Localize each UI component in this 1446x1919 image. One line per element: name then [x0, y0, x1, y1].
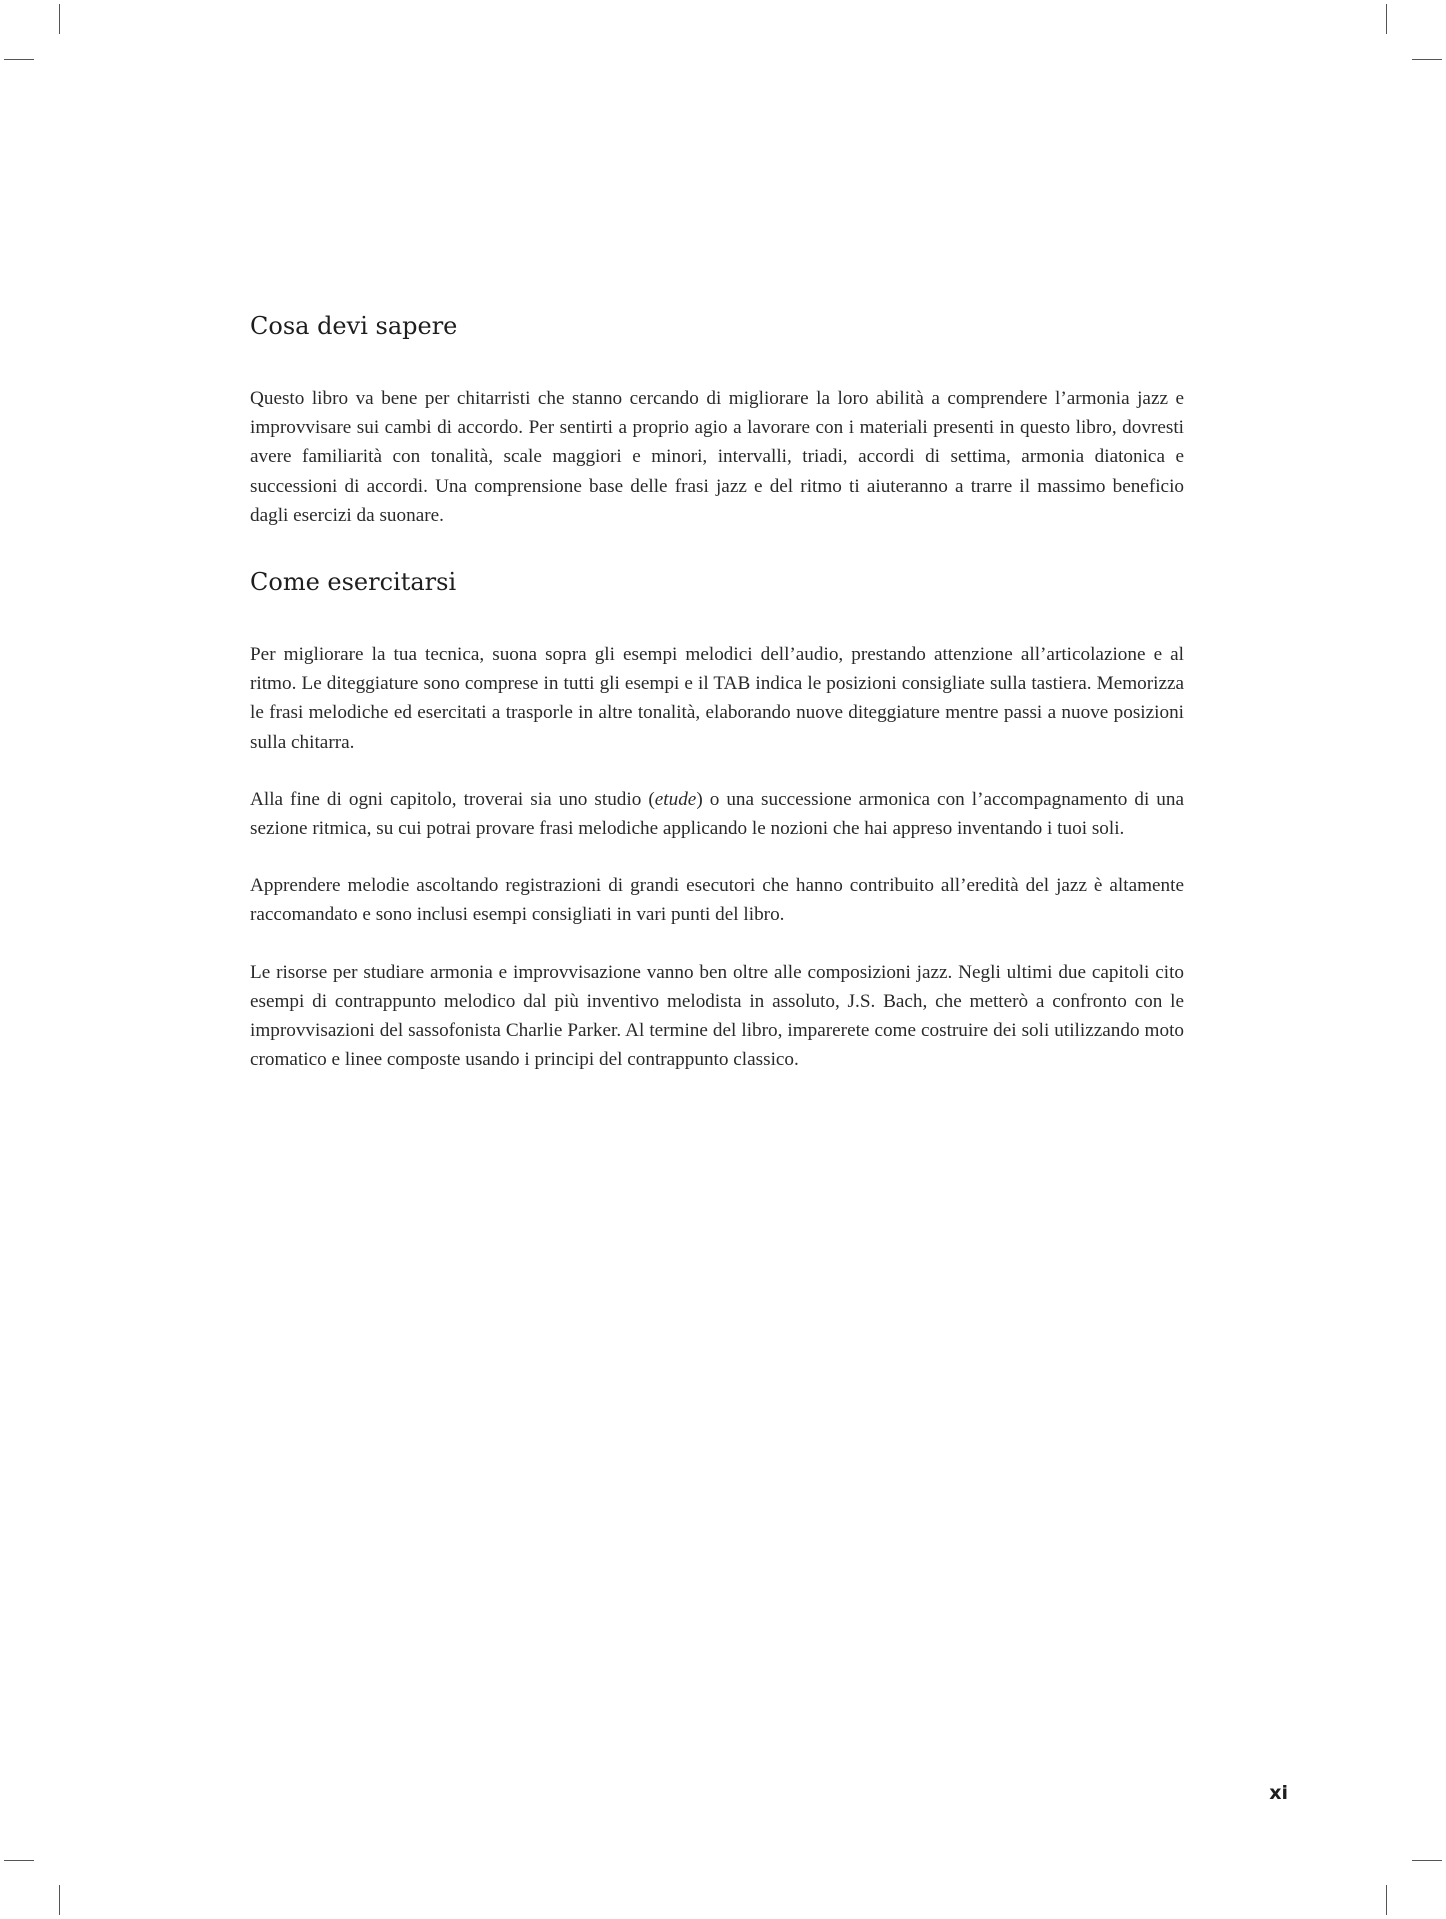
crop-mark-bottom-right-horizontal: [1412, 1860, 1442, 1861]
crop-mark-bottom-left-vertical: [59, 1885, 60, 1915]
crop-mark-top-right-horizontal: [1412, 59, 1442, 60]
paragraph-fine-capitolo-before: Alla fine di ogni capitolo, troverai sia uno studio (: [250, 788, 655, 810]
page-number: xi: [1269, 1782, 1288, 1804]
paragraph-cosa-devi-sapere: Questo libro va bene per chitarristi che stanno cercando di migliorare la loro abilità a comprendere l’armonia jazz e improvvisare sui cambi di accordo. Per sentirti a proprio agio a lavorare con i materiali presenti in questo libro, dovresti avere familiarità con tonalità, scale maggiori e minori, intervalli, triadi, accordi di settima, armonia diatonica e successioni di accordi. Una comprensione base delle frasi jazz e del ritmo ti aiuteranno a trarre il massimo beneficio dagli esercizi da suonare.: [250, 388, 1184, 526]
crop-mark-top-right-vertical: [1386, 4, 1387, 34]
crop-mark-bottom-right-vertical: [1386, 1885, 1387, 1915]
paragraph-risorse: Le risorse per studiare armonia e improvvisazione vanno ben oltre alle composizioni jazz. Negli ultimi due capitoli cito esempi di contrappunto melodico dal più inventivo melodista in assoluto, J.S. Bach, che metterò a confronto con le improvvisazioni del sassofonista Charlie Parker. Al termine del libro, imparerete come costruire dei soli utilizzando moto cromatico e linee composte usando i principi del contrappunto classico.: [250, 961, 1184, 1071]
crop-mark-bottom-left-horizontal: [4, 1860, 34, 1861]
italic-etude: etude: [654, 788, 697, 810]
paragraph-melodie: Apprendere melodie ascoltando registrazioni di grandi esecutori che hanno contribuito all’eredità del jazz è altamente raccomandato e sono inclusi esempi consigliati in vari punti del libro.: [250, 875, 1184, 926]
section-heading-come-esercitarsi: Come esercitarsi: [250, 568, 457, 597]
page-content: [250, 308, 1184, 1102]
section-heading-cosa-devi-sapere: Cosa devi sapere: [250, 312, 458, 340]
paragraph-fine-capitolo: [250, 785, 1184, 843]
paragraph-fine-capitolo-after: ) o una successione armonica con l’accompagnamento di una sezione ritmica, su cui potrai provare frasi melodiche applicando le nozioni che hai appreso inventando i tuoi soli.: [250, 788, 1185, 840]
crop-mark-top-left-vertical: [59, 4, 60, 34]
paragraph-tecnica: Per migliorare la tua tecnica, suona sopra gli esempi melodici dell’audio, prestando attenzione all’articolazione e al ritmo. Le diteggiature sono comprese in tutti gli esempi e il TAB indica le posizioni consigliate sulla tastiera. Memorizza le frasi melodiche ed esercitati a trasporle in altre tonalità, elaborando nuove diteggiature mentre passi a nuove posizioni sulla chitarra.: [250, 644, 1184, 753]
crop-mark-top-left-horizontal: [4, 59, 34, 60]
